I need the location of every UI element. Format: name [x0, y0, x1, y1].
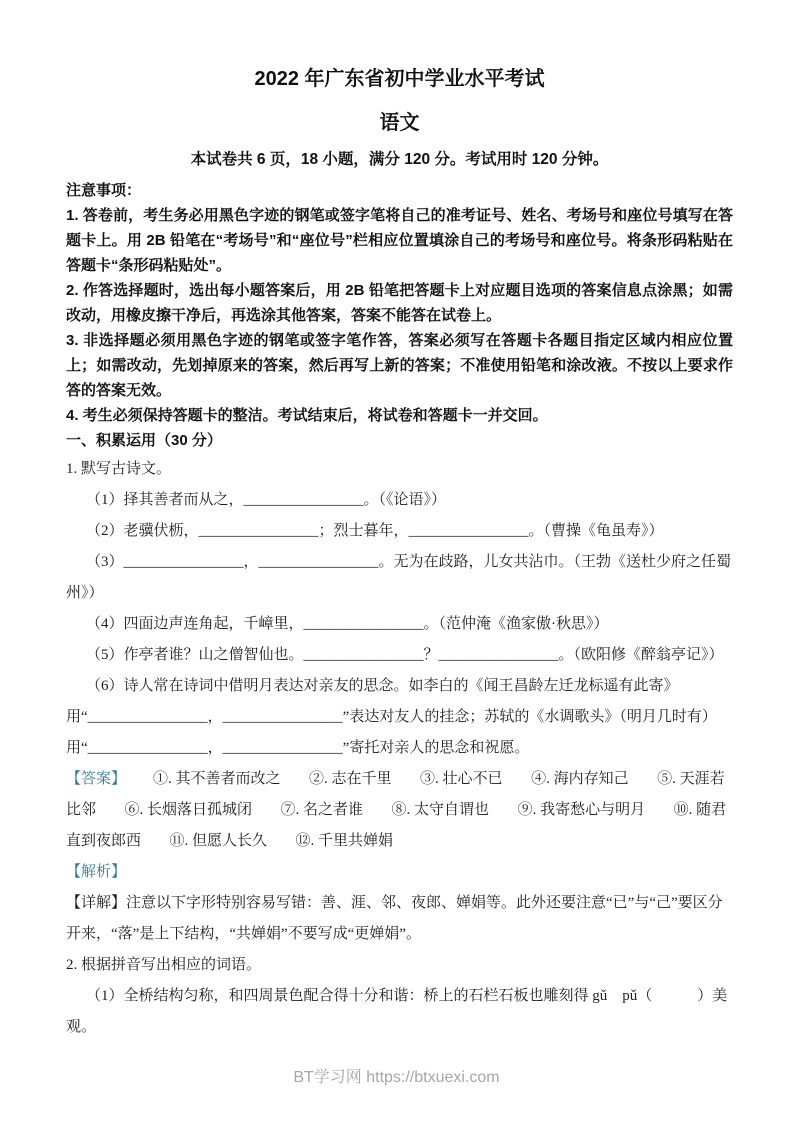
note-item-1: 1. 答卷前，考生务必用黑色字迹的钢笔或签字笔将自己的准考证号、姓名、考场号和座位号填写在答题卡上。用 2B 铅笔在“考场号”和“座位号”栏相应位置填涂自己的考场号和座位号。将条形码粘贴在答题卡“条形码粘贴处”。: [66, 207, 733, 274]
question-1-item-6: （6）诗人常在诗词中借明月表达对亲友的思念。如李白的《闻王昌龄左迁龙标遥有此寄》用“________________，________________”表达对友人的挂念；苏轼的《水调歌头》（明月几时有）用“________________，________________”寄托对亲人的思念和祝愿。: [66, 678, 717, 756]
answer-item-3: ③. 壮心不已: [420, 771, 503, 787]
exam-subject: 语文: [379, 112, 420, 134]
question-1-item-2: （2）老骥伏枥，________________；烈士暮年，________________。（曹操《龟虽寿》）: [86, 523, 664, 539]
answer-item-9: ⑨. 我寄愁心与明月: [517, 802, 646, 818]
question-1-item-4: （4）四面边声连角起，千嶂里，________________。（范仲淹《渔家傲·秋思》）: [86, 616, 609, 632]
answer-item-2: ②. 志在千里: [309, 771, 392, 787]
question-body: [66, 454, 733, 1043]
analysis-label: 【解析】: [66, 864, 127, 880]
detail-line: [66, 888, 733, 950]
answer-item-11: ⑪. 但愿人长久: [169, 833, 268, 849]
watermark: BT学习网 https://btxuexi.com: [293, 1069, 500, 1086]
answer-item-12: ⑫. 千里共婵娟: [295, 833, 394, 849]
question-2-item-1: （1）全桥结构匀称，和四周景色配合得十分和谐：桥上的石栏石板也雕刻得 gǔ pǔ（ ）美观。: [66, 988, 728, 1035]
question-1-item-1: （1）择其善者而从之，________________。（《论语》）: [86, 492, 447, 508]
question-2-stem: 2. 根据拼音写出相应的词语。: [66, 957, 262, 973]
section-heading: 一、积累运用（30 分）: [66, 432, 222, 449]
answer-item-7: ⑦. 名之者谁: [280, 802, 364, 818]
question-1-item-5: （5）作亭者谁？山之僧智仙也。________________？________________。（欧阳修《醉翁亭记》）: [86, 647, 724, 663]
answer-item-8: ⑧. 太守自谓也: [391, 802, 490, 818]
answer-item-5: ⑤. 天涯若比邻: [66, 771, 725, 818]
detail-text: 注意以下字形特别容易写错：善、涯、邻、夜郎、婵娟等。此外还要注意“已”与“己”要区分开来，“落”是上下结构，“共婵娟”不要写成“更婵娟”。: [66, 895, 723, 942]
answer-item-6: ⑥. 长烟落日孤城闭: [124, 802, 253, 818]
analysis-line: [66, 857, 733, 888]
exam-title: 2022 年广东省初中学业水平考试: [254, 68, 545, 90]
question-1-stem: 1. 默写古诗文。: [66, 461, 172, 477]
note-item-3: 3. 非选择题必须用黑色字迹的钢笔或签字笔作答，答案必须写在答题卡各题目指定区域内相应位置上；如需改动，先划掉原来的答案，然后再写上新的答案；不准使用铅笔和涂改液。不按以上要求作答的答案无效。: [66, 332, 733, 399]
answer-item-10: ⑩. 随君直到夜郎西: [66, 802, 727, 849]
exam-notes: [66, 178, 733, 428]
exam-info: 本试卷共 6 页，18 小题，满分 120 分。考试用时 120 分钟。: [190, 151, 609, 168]
detail-label: 【详解】: [66, 895, 127, 911]
answer-item-1: ①. 其不善者而改之: [153, 771, 281, 787]
note-item-4: 4. 考生必须保持答题卡的整洁。考试结束后，将试卷和答题卡一并交回。: [66, 407, 548, 424]
note-item-2: 2. 作答选择题时，选出每小题答案后，用 2B 铅笔把答题卡上对应题目选项的答案信息点涂黑；如需改动，用橡皮擦干净后，再选涂其他答案，答案不能答在试卷上。: [66, 282, 733, 324]
answer-item-4: ④. 海内存知己: [531, 771, 629, 787]
answer-label: 【答案】: [66, 771, 127, 787]
question-1-answer-line: [66, 764, 733, 857]
notes-heading: 注意事项：: [66, 182, 142, 199]
question-1-item-3: （3）________________，________________。无为在歧路，儿女共沾巾。（王勃《送杜少府之任蜀州》）: [66, 554, 732, 601]
